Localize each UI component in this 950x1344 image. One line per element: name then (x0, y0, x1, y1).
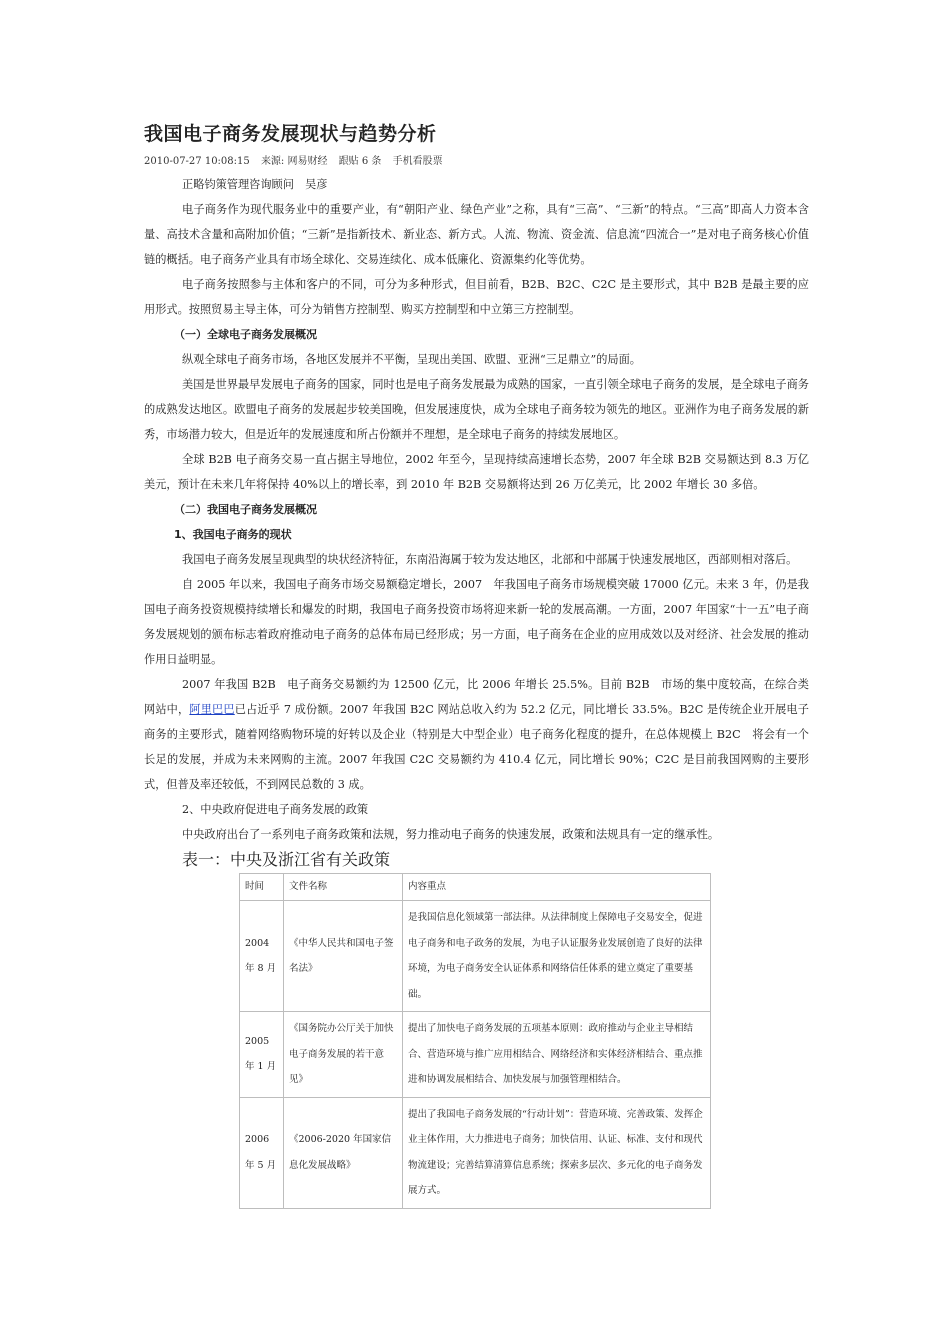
subsection-heading-status: 1、我国电子商务的现状 (174, 528, 292, 541)
paragraph-part: 2007 年我国 B2B 电子商务交易额约为 12500 亿元，比 2006 年增长 25.5%。目前 B2B 市场的集中度较高，在综合类网站中， (144, 678, 809, 716)
cell-time: 2004 年 8 月 (240, 901, 284, 1012)
paragraph-intro: 电子商务作为现代服务业中的重要产业，有“朝阳产业、绿色产业”之称，具有“三高”、“三新”的特点。“三高”即高人力资本含量、高技术含量和高附加价值；“三新”是指新技术、新业态、新方式。人流、物流、资金流、信息流“四流合一”是对电子商务核心价值链的概括。电子商务产业具有市场全球化、交易连续化、成本低廉化、资源集约化等优势。 (144, 203, 809, 266)
cell-content: 是我国信息化领域第一部法律。从法律制度上保障电子交易安全，促进电子商务和电子政务的发展，为电子认证服务业发展创造了良好的法律环境，为电子商务安全认证体系和网络信任体系的建立奠定了重要基础。 (403, 901, 711, 1012)
paragraph-policy: 中央政府出台了一系列电子商务政策和法规，努力推动电子商务的快速发展，政策和法规具有一定的继承性。 (182, 828, 720, 841)
cell-content: 提出了我国电子商务发展的“行动计划”：营造环境、完善政策、发挥企业主体作用，大力推进电子商务；加快信用、认证、标准、支付和现代物流建设；完善结算清算信息系统；探索多层次、多元化的电子商务发展方式。 (403, 1097, 711, 1208)
section-heading-global: （一）全球电子商务发展概况 (174, 328, 317, 341)
column-header-time: 时间 (240, 874, 284, 901)
paragraph-market-growth: 自 2005 年以来，我国电子商务市场交易额稳定增长，2007 年我国电子商务市场规模突破 17000 亿元。未来 3 年，仍是我国电子商务投资规模持续增长和爆发的时期，我国电子商务投资市场将迎来新一轮的发展高潮。一方面，2007 年国家“十一五”电子商务发展规划的颁布标志着政府推动电子商务的总体布局已经形成；另一方面，电子商务在企业的应用成效以及对经济、社会发展的推动作用日益明显。 (144, 578, 809, 666)
cell-time: 2006 年 5 月 (240, 1097, 284, 1208)
cell-content: 提出了加快电子商务发展的五项基本原则：政府推动与企业主导相结合、营造环境与推广应用相结合、网络经济和实体经济相结合、重点推进和协调发展相结合、加快发展与加强管理相结合。 (403, 1012, 711, 1098)
paragraph-global-b2b: 全球 B2B 电子商务交易一直占据主导地位，2002 年至今，呈现持续高速增长态势，2007 年全球 B2B 交易额达到 8.3 万亿美元，预计在未来几年将保持 40%以上的增长率，到 2010 年 B2B 交易额将达到 26 万亿美元，比 2002 年增长 30 多倍。 (144, 453, 809, 491)
alibaba-link[interactable]: 阿里巴巴 (189, 703, 235, 716)
section-heading-china: （二）我国电子商务发展概况 (174, 503, 317, 516)
cell-time: 2005 年 1 月 (240, 1012, 284, 1098)
author-line: 正略钧策管理咨询顾问 吴彦 (182, 178, 328, 191)
article-title: 我国电子商务发展现状与趋势分析 (144, 123, 437, 145)
publish-datetime: 2010-07-27 10:08:15 (144, 156, 250, 167)
replies-link[interactable]: 跟贴 6 条 (338, 156, 382, 167)
source-label: 来源: 网易财经 (260, 156, 328, 167)
cell-doc: 《国务院办公厅关于加快电子商务发展的若干意见》 (284, 1012, 403, 1098)
article-meta (144, 154, 809, 170)
column-header-doc: 文件名称 (284, 874, 403, 901)
mobile-stocks-link[interactable]: 手机看股票 (392, 156, 443, 167)
paragraph-b2b-b2c-c2c (144, 672, 809, 797)
paragraph-global-overview: 纵观全球电子商务市场，各地区发展并不平衡，呈现出美国、欧盟、亚洲“三足鼎立”的局面。 (182, 353, 641, 366)
policy-table (239, 873, 711, 1209)
cell-doc: 《中华人民共和国电子签名法》 (284, 901, 403, 1012)
table-caption: 表一：中央及浙江省有关政策 (182, 850, 391, 869)
cell-doc: 《2006-2020 年国家信息化发展战略》 (284, 1097, 403, 1208)
table-row (240, 1097, 711, 1208)
paragraph-forms: 电子商务按照参与主体和客户的不同，可分为多种形式，但目前看，B2B、B2C、C2C 是主要形式，其中 B2B 是最主要的应用形式。按照贸易主导主体，可分为销售方控制型、购买方控制型和中立第三方控制型。 (144, 278, 809, 316)
paragraph-part: 已占近乎 7 成份额。2007 年我国 B2C 网站总收入约为 52.2 亿元，同比增长 33.5%。B2C 是传统企业开展电子商务的主要形式，随着网络购物环境的好转以及企业（特别是大中型企业）电子商务化程度的提升，在总体规模上 B2C 将会有一个长足的发展，并成为未来网购的主流。2007 年我国 C2C 交易额约为 410.4 亿元，同比增长 90%；C2C 是目前我国网购的主要形式，但普及率还较低，不到网民总数的 3 成。 (144, 703, 809, 791)
table-row (240, 901, 711, 1012)
table-row (240, 1012, 711, 1098)
paragraph-regional: 我国电子商务发展呈现典型的块状经济特征，东南沿海属于较为发达地区，北部和中部属于快速发展地区，西部则相对落后。 (182, 553, 798, 566)
subsection-heading-policy: 2、中央政府促进电子商务发展的政策 (182, 803, 369, 816)
article (144, 120, 809, 1209)
paragraph-us-eu-asia: 美国是世界最早发展电子商务的国家，同时也是电子商务发展最为成熟的国家，一直引领全球电子商务的发展，是全球电子商务的成熟发达地区。欧盟电子商务的发展起步较美国晚，但发展速度快，成为全球电子商务较为领先的地区。亚洲作为电子商务发展的新秀，市场潜力较大，但是近年的发展速度和所占份额并不理想，是全球电子商务的持续发展地区。 (144, 378, 809, 441)
column-header-content: 内容重点 (403, 874, 711, 901)
table-header-row (240, 874, 711, 901)
